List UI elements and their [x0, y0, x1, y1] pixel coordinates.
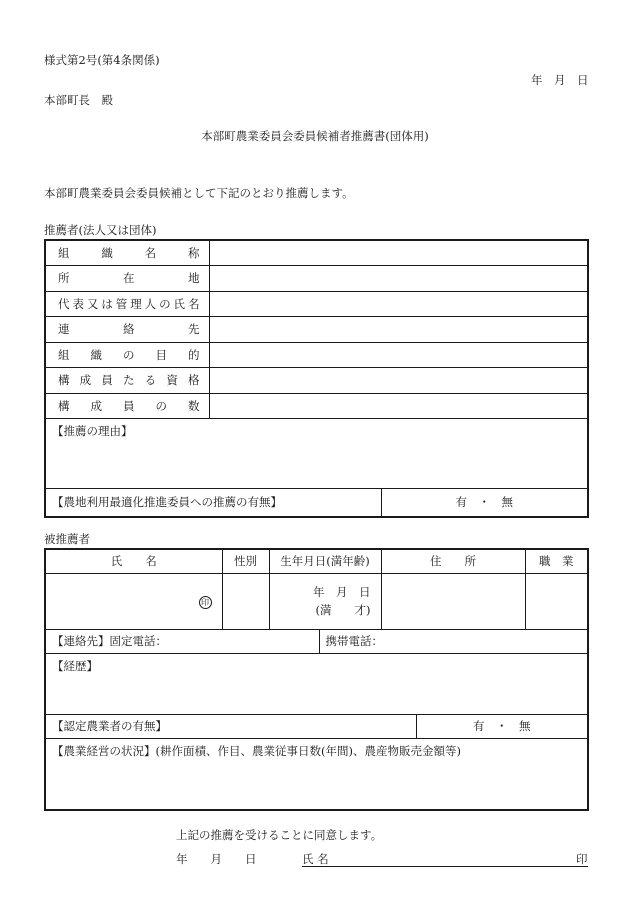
certified-choice[interactable]: 有 ・ 無 [416, 714, 588, 738]
nominee-section-label: 被推薦者 [44, 532, 90, 546]
consent-date: 年 月 日 [176, 852, 257, 866]
career-label: 【経歴】 [52, 658, 98, 673]
recommender-section-label: 推薦者(法人又は団体) [44, 223, 157, 237]
occupation-field[interactable] [525, 573, 588, 629]
header-birth: 生年月日(満年齢) [269, 549, 381, 573]
table-row [45, 573, 588, 629]
location-field[interactable] [209, 266, 588, 292]
table-row [45, 266, 588, 292]
representative-field[interactable] [209, 291, 588, 317]
table-row [45, 653, 588, 714]
signature-seal: 印 [576, 852, 588, 866]
farm-status-label: 【農業経営の状況】(耕作面積、作目、農業従事日数(年間)、農産物販売金額等) [52, 743, 461, 758]
table-row [45, 240, 588, 266]
document-title: 本部町農業委員会委員候補者推薦書(団体用) [201, 129, 429, 143]
row-label-member-count: 構成員の数 [45, 393, 209, 419]
form-number: 様式第2号(第4条関係) [44, 53, 160, 67]
table-row [45, 489, 588, 517]
row-label-purpose: 組織の目的 [45, 342, 209, 368]
table-row [45, 317, 588, 343]
table-row [45, 291, 588, 317]
table-row [45, 368, 588, 394]
reason-label: 【推薦の理由】 [52, 424, 133, 438]
birth-date-field[interactable] [269, 573, 381, 629]
career-field[interactable] [45, 653, 588, 714]
row-label-location: 所在地 [45, 266, 209, 292]
landline-field[interactable] [45, 629, 319, 653]
header-gender: 性別 [222, 549, 269, 573]
header-address: 住 所 [381, 549, 525, 573]
table-row [45, 629, 588, 653]
seal-mark: 印 [199, 596, 212, 609]
row-label-member-qualification: 構成員たる資格 [45, 368, 209, 394]
table-row [45, 342, 588, 368]
landline-label: 【連絡先】固定電話： [52, 634, 167, 648]
signature-label: 氏 名 [302, 852, 329, 866]
document-date: 年 月 日 [531, 73, 589, 87]
table-row [45, 393, 588, 419]
table-row [45, 419, 588, 489]
intro-text: 本部町農業委員会委員候補として下記のとおり推薦します。 [44, 186, 354, 200]
reason-field[interactable] [45, 419, 588, 489]
row-label-representative: 代表又は管理人の氏名 [45, 291, 209, 317]
optimization-choice[interactable]: 有 ・ 無 [381, 489, 588, 517]
purpose-field[interactable] [209, 342, 588, 368]
row-label-contact: 連絡先 [45, 317, 209, 343]
recommender-table [44, 239, 589, 518]
gender-field[interactable] [222, 573, 269, 629]
mobile-field[interactable] [319, 629, 588, 653]
organization-name-field[interactable] [209, 240, 588, 266]
member-qualification-field[interactable] [209, 368, 588, 394]
table-row [45, 738, 588, 810]
contact-field[interactable] [209, 317, 588, 343]
signature-line[interactable] [302, 866, 588, 867]
member-count-field[interactable] [209, 393, 588, 419]
header-name: 氏 名 [45, 549, 222, 573]
address-field[interactable] [381, 573, 525, 629]
nominee-table [44, 548, 589, 811]
optimization-label: 【農地利用最適化推進委員への推薦の有無】 [45, 489, 381, 517]
row-label-organization-name: 組織名称 [45, 240, 209, 266]
farm-status-field[interactable] [45, 738, 588, 810]
nominee-name-field[interactable] [45, 573, 222, 629]
header-occupation: 職 業 [525, 549, 588, 573]
table-row [45, 549, 588, 573]
table-row [45, 714, 588, 738]
birth-date-line: 年 月 日 [313, 585, 371, 599]
consent-text: 上記の推薦を受けることに同意します。 [176, 828, 383, 842]
age-line: (満 才) [315, 603, 371, 617]
addressee: 本部町長 殿 [44, 93, 113, 107]
certified-label: 【認定農業者の有無】 [45, 714, 416, 738]
mobile-label: 携帯電話： [325, 634, 383, 648]
